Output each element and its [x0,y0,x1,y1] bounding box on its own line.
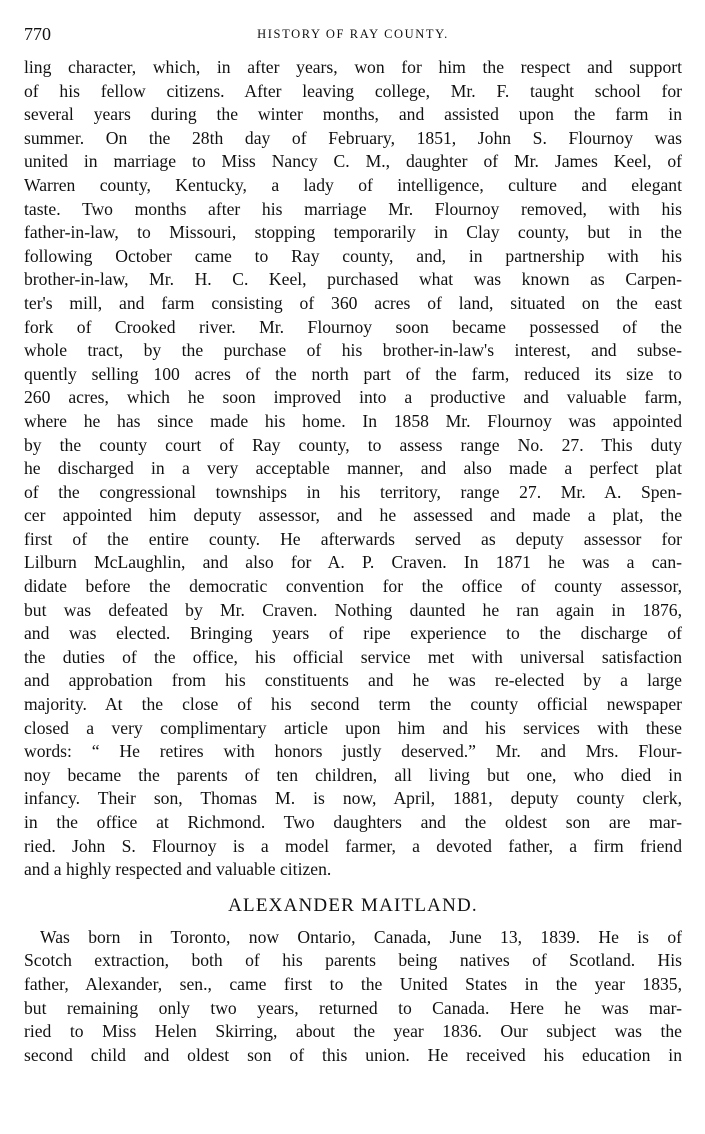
running-head: HISTORY OF RAY COUNTY. [257,27,449,41]
text-line: and a highly respected and valuable citizen. [24,859,332,880]
text-line: summer. On the 28th day of February, 1851, John S. Flournoy was [24,127,682,148]
text-line: following October came to Ray county, and, in partnership with his [24,245,682,266]
text-line: 260 acres, which he soon improved into a productive and valuable farm, [24,387,682,408]
text-line: words: “ He retires with honors justly deserved.” Mr. and Mrs. Flour- [24,741,682,762]
text-line: ried to Miss Helen Skirring, about the year 1836. Our subject was the [24,1021,682,1042]
text-line: brother-in-law, Mr. H. C. Keel, purchased what was known as Carpen- [24,269,682,290]
text-line: ling character, which, in after years, won for him the respect and support [24,57,682,77]
book-page [24,22,682,1067]
page-number: 770 [24,24,51,44]
text-line: ter's mill, and farm consisting of 360 acres of land, situated on the east [24,292,682,313]
text-line: quently selling 100 acres of the north part of the farm, reduced its size to [24,363,682,384]
text-line: majority. At the close of his second term the county official newspaper [24,694,682,715]
section-heading: ALEXANDER MAITLAND. [228,894,478,916]
text-line: closed a very complimentary article upon him and his services with these [24,717,682,738]
text-line: whole tract, by the purchase of his brother-in-law's interest, and subse- [24,340,682,361]
text-line: and approbation from his constituents and he was re-elected by a large [24,670,682,691]
page-header [24,22,682,46]
text-line: ried. John S. Flournoy is a model farmer, a devoted father, a firm friend [24,835,682,856]
text-line: where he has since made his home. In 1858 Mr. Flournoy was appointed [24,410,682,431]
text-line: fork of Crooked river. Mr. Flournoy soon became possessed of the [24,316,682,337]
text-line: second child and oldest son of this union. He received his education in [24,1044,682,1065]
text-line: and was elected. Bringing years of ripe experience to the discharge of [24,623,682,644]
text-line: by the county court of Ray county, to assess range No. 27. This duty [24,434,682,455]
text-line: he discharged in a very acceptable manner, and also made a perfect plat [24,458,682,479]
text-line: several years during the winter months, and assisted upon the farm in [24,104,682,125]
text-line: but was defeated by Mr. Craven. Nothing daunted he ran again in 1876, [24,599,682,620]
text-line: of his fellow citizens. After leaving college, Mr. F. taught school for [24,80,682,101]
text-line: father, Alexander, sen., came first to the United States in the year 1835, [24,973,682,994]
text-line: but remaining only two years, returned to Canada. Here he was mar- [24,997,682,1018]
biography-paragraph-maitland [24,926,682,1068]
text-line: united in marriage to Miss Nancy C. M., daughter of Mr. James Keel, of [24,151,682,172]
text-line: taste. Two months after his marriage Mr. Flournoy removed, with his [24,198,682,219]
text-line: Lilburn McLaughlin, and also for A. P. Craven. In 1871 he was a can- [24,552,682,573]
text-line: noy became the parents of ten children, all living but one, who died in [24,764,682,785]
text-line: didate before the democratic convention for the office of county assessor, [24,576,682,597]
text-line: in the office at Richmond. Two daughters and the oldest son are mar- [24,812,682,832]
text-line: Was born in Toronto, now Ontario, Canada, June 13, 1839. He is of [40,926,682,947]
text-line: Warren county, Kentucky, a lady of intelligence, culture and elegant [24,174,682,195]
text-line: the duties of the office, his official service met with universal satisfaction [24,646,682,667]
text-line: first of the entire county. He afterwards served as deputy assessor for [24,528,682,549]
text-line: infancy. Their son, Thomas M. is now, April, 1881, deputy county clerk, [24,788,682,809]
text-line: cer appointed him deputy assessor, and he assessed and made a plat, the [24,505,682,526]
text-line: of the congressional townships in his territory, range 27. Mr. A. Spen- [24,481,682,502]
text-line: father-in-law, to Missouri, stopping temporarily in Clay county, but in the [24,222,682,243]
biography-paragraph-flournoy [24,56,682,882]
text-line: Scotch extraction, both of his parents being natives of Scotland. His [24,950,682,971]
